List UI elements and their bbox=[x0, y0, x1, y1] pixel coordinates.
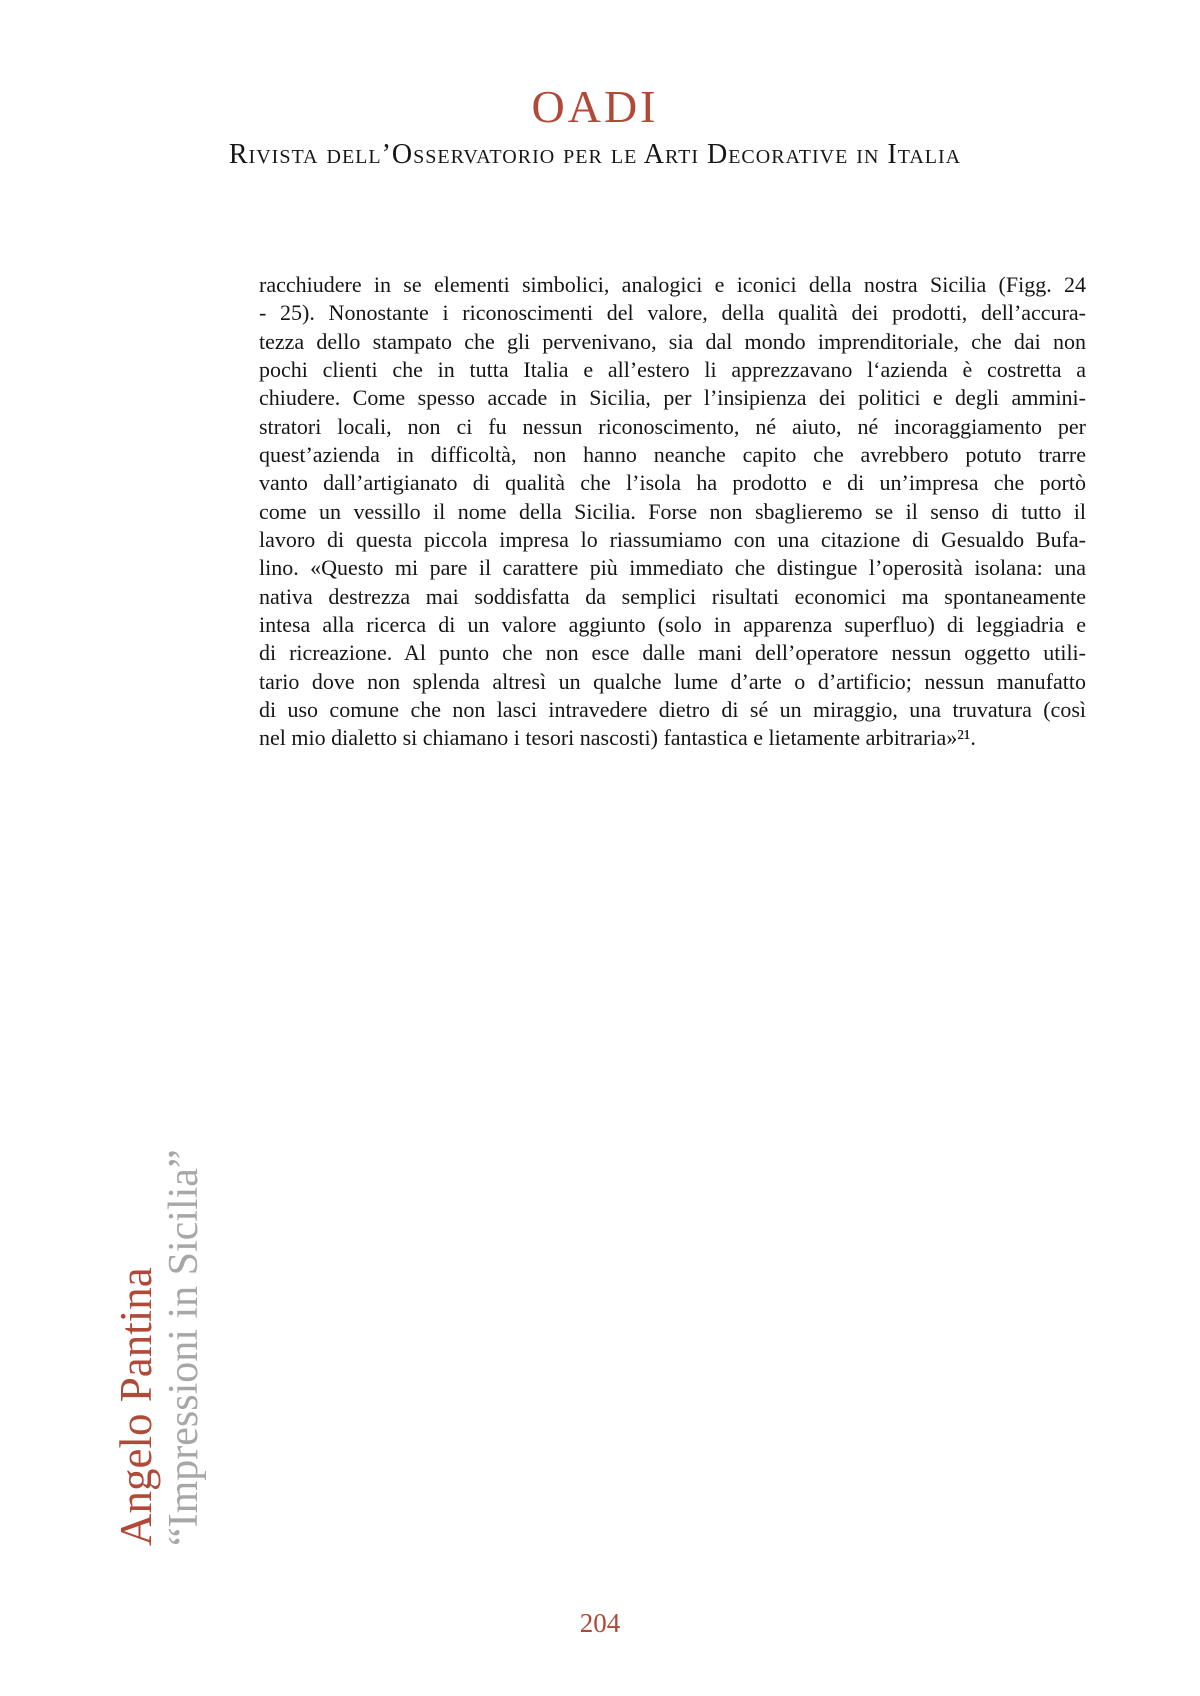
body-line-13: intesa alla ricerca di un valore aggiunto (solo in apparenza superfluo) di leggiadria e bbox=[259, 611, 1086, 637]
journal-logo: OADI bbox=[531, 81, 659, 132]
body-line-10: lavoro di questa piccola impresa lo riassumiamo con una citazione di Gesualdo Bufa- bbox=[259, 526, 1086, 552]
body-line-7: quest’azienda in difficoltà, non hanno neanche capito che avrebbero potuto trarre bbox=[259, 441, 1086, 467]
body-line-6: stratori locali, non ci fu nessun riconoscimento, né aiuto, né incoraggiamento per bbox=[259, 413, 1086, 439]
body-line-8: vanto dall’artigianato di qualità che l’isola ha prodotto e di un’impresa che portò bbox=[259, 470, 1086, 496]
body-line-1: racchiudere in se elementi simbolici, analogici e iconici della nostra Sicilia (Figg. 24 bbox=[259, 272, 1086, 297]
body-line-4: pochi clienti che in tutta Italia e all’estero li apprezzavano l‘azienda è costretta a bbox=[259, 356, 1086, 382]
body-line-17: nel mio dialetto si chiamano i tesori nascosti) fantastica e lietamente arbitraria»²¹. bbox=[259, 725, 976, 751]
body-line-2: - 25). Nonostante i riconoscimenti del valore, della qualità dei prodotti, dell’accura- bbox=[259, 300, 1086, 326]
body-line-15: tario dove non splenda altresì un qualche lume d’arte o d’artificio; nessun manufatto bbox=[259, 668, 1086, 694]
body-line-14: di ricreazione. Al punto che non esce dalle mani dell’operatore nessun oggetto utili- bbox=[259, 640, 1086, 666]
journal-subtitle: Rivista dell’Osservatorio per le Arti Decorative in Italia bbox=[228, 139, 962, 170]
author-name: Angelo Pantina bbox=[111, 1267, 161, 1546]
body-line-5: chiudere. Come spesso accade in Sicilia, per l’insipienza dei politici e degli ammini- bbox=[259, 385, 1086, 411]
article-paragraph bbox=[259, 271, 1086, 753]
margin-caption bbox=[112, 1149, 207, 1546]
body-line-9: come un vessillo il nome della Sicilia. Forse non sbaglieremo se il senso di tutto il bbox=[259, 498, 1086, 524]
page-number: 204 bbox=[579, 1608, 621, 1638]
body-line-3: tezza dello stampato che gli pervenivano, sia dal mondo imprenditoriale, che dai non bbox=[259, 328, 1086, 354]
work-title: “Impressioni in Sicilia” bbox=[161, 1149, 207, 1546]
body-line-16: di uso comune che non lasci intravedere dietro di sé un miraggio, una truvatura (così bbox=[259, 696, 1086, 722]
body-line-12: nativa destrezza mai soddisfatta da semplici risultati economici ma spontaneamente bbox=[259, 583, 1086, 609]
body-line-11: lino. «Questo mi pare il carattere più immediato che distingue l’operosità isolana: una bbox=[259, 555, 1086, 581]
